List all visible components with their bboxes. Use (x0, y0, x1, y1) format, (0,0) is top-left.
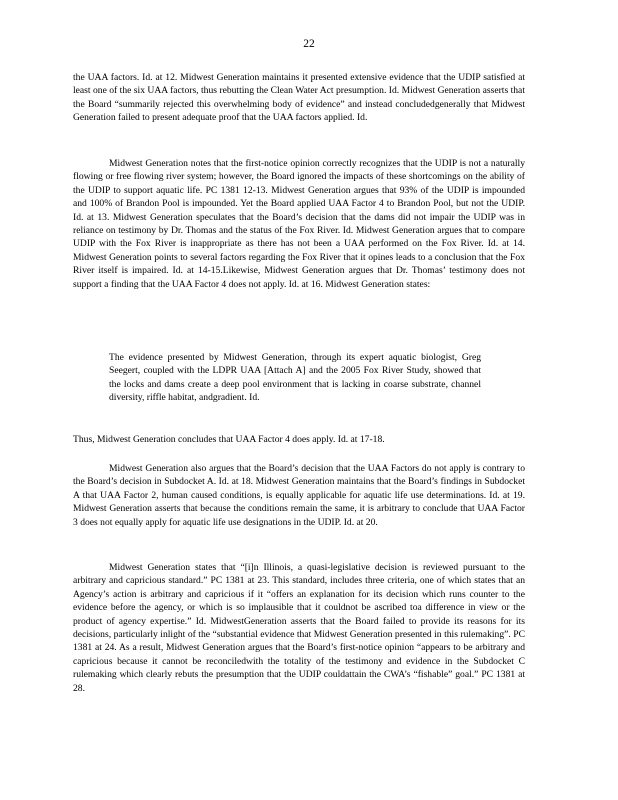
paragraph-2: Midwest Generation notes that the first-notice opinion correctly recognizes that the UDIP is not a naturally flowing or free flowing river system; however, the Board ignored the impacts of these shortcomings on the ability of the UDIP to support aquatic life. PC 1381 12-13. Midwest Generation argues that 93% of the UDIP is impounded and 100% of Brandon Pool is impounded. Yet the Board applied UAA Factor 4 to Brandon Pool, but not the UDIP. Id. at 13. Midwest Generation speculates that the Board’s decision that the dams did not impair the UDIP was in reliance on testimony by Dr. Thomas and the status of the Fox River. Id. Midwest Generation argues that to compare UDIP with the Fox River is inappropriate as there has not been a UAA performed on the Fox River. Id. at 14. Midwest Generation points to several factors regarding the Fox River that it opines leads to a conclusion that the Fox River itself is impaired. Id. at 14-15.Likewise, Midwest Generation argues that Dr. Thomas’ testimony does not support a finding that the UAA Factor 4 does not apply. Id. at 16. Midwest Generation states: (73, 158, 525, 290)
paragraph-3: Thus, Midwest Generation concludes that UAA Factor 4 does apply. Id. at 17-18. (73, 434, 385, 445)
paragraph-4: Midwest Generation also argues that the Board’s decision that the UAA Factors do not apply is contrary to the Board’s decision in Subdocket A. Id. at 18. Midwest Generation maintains that the Board’s findings in Subdocket A that UAA Factor 2, human caused conditions, is equally applicable for aquatic life use determinations. Id. at 19. Midwest Generation asserts that because the conditions remain the same, it is arbitrary to conclude that UAA Factor 3 does not equally apply for aquatic life use designations in the UDIP. Id. at 20. (73, 463, 525, 528)
paragraph-1: the UAA factors. Id. at 12. Midwest Generation maintains it presented extensive evidence that the UDIP satisfied at least one of the six UAA factors, thus rebutting the Clean Water Act presumption. Id. Midwest Generation asserts that the Board “summarily rejected this overwhelming body of evidence” and instead concludedgenerally that Midwest Generation failed to present adequate proof that the UAA factors applied. Id. (73, 72, 525, 124)
paragraph-5: Midwest Generation states that “[i]n Illinois, a quasi-legislative decision is reviewed pursuant to the arbitrary and capricious standard.” PC 1381 at 23. This standard, includes three criteria, one of which states that an Agency’s action is arbitrary and capricious if it “offers an explanation for its decision which runs counter to the evidence before the agency, or which is so implausible that it couldnot be ascribed toa difference in view or the product of agency expertise.” Id. MidwestGeneration asserts that the Board failed to provide its reasons for its decisions, particularly inlight of the “substantial evidence that Midwest Generation presented in this rulemaking”. PC 1381 at 24. As a result, Midwest Generation argues that the Board’s first-notice opinion “appears to be arbitrary and capricious because it cannot be reconciledwith the totality of the testimony and evidence in the Subdocket C rulemaking which clearly rebuts the presumption that the UDIP couldattain the CWA’s “fishable” goal.” PC 1381 at 28. (73, 562, 525, 694)
block-quote: The evidence presented by Midwest Generation, through its expert aquatic biologist, Greg Seegert, coupled with the LDPR UAA [Attach A] and the 2005 Fox River Study, showed that the locks and dams create a deep pool environment that is lacking in coarse substrate, channel diversity, riffle habitat, andgradient. Id. (109, 352, 481, 404)
page-number: 22 (303, 38, 315, 50)
